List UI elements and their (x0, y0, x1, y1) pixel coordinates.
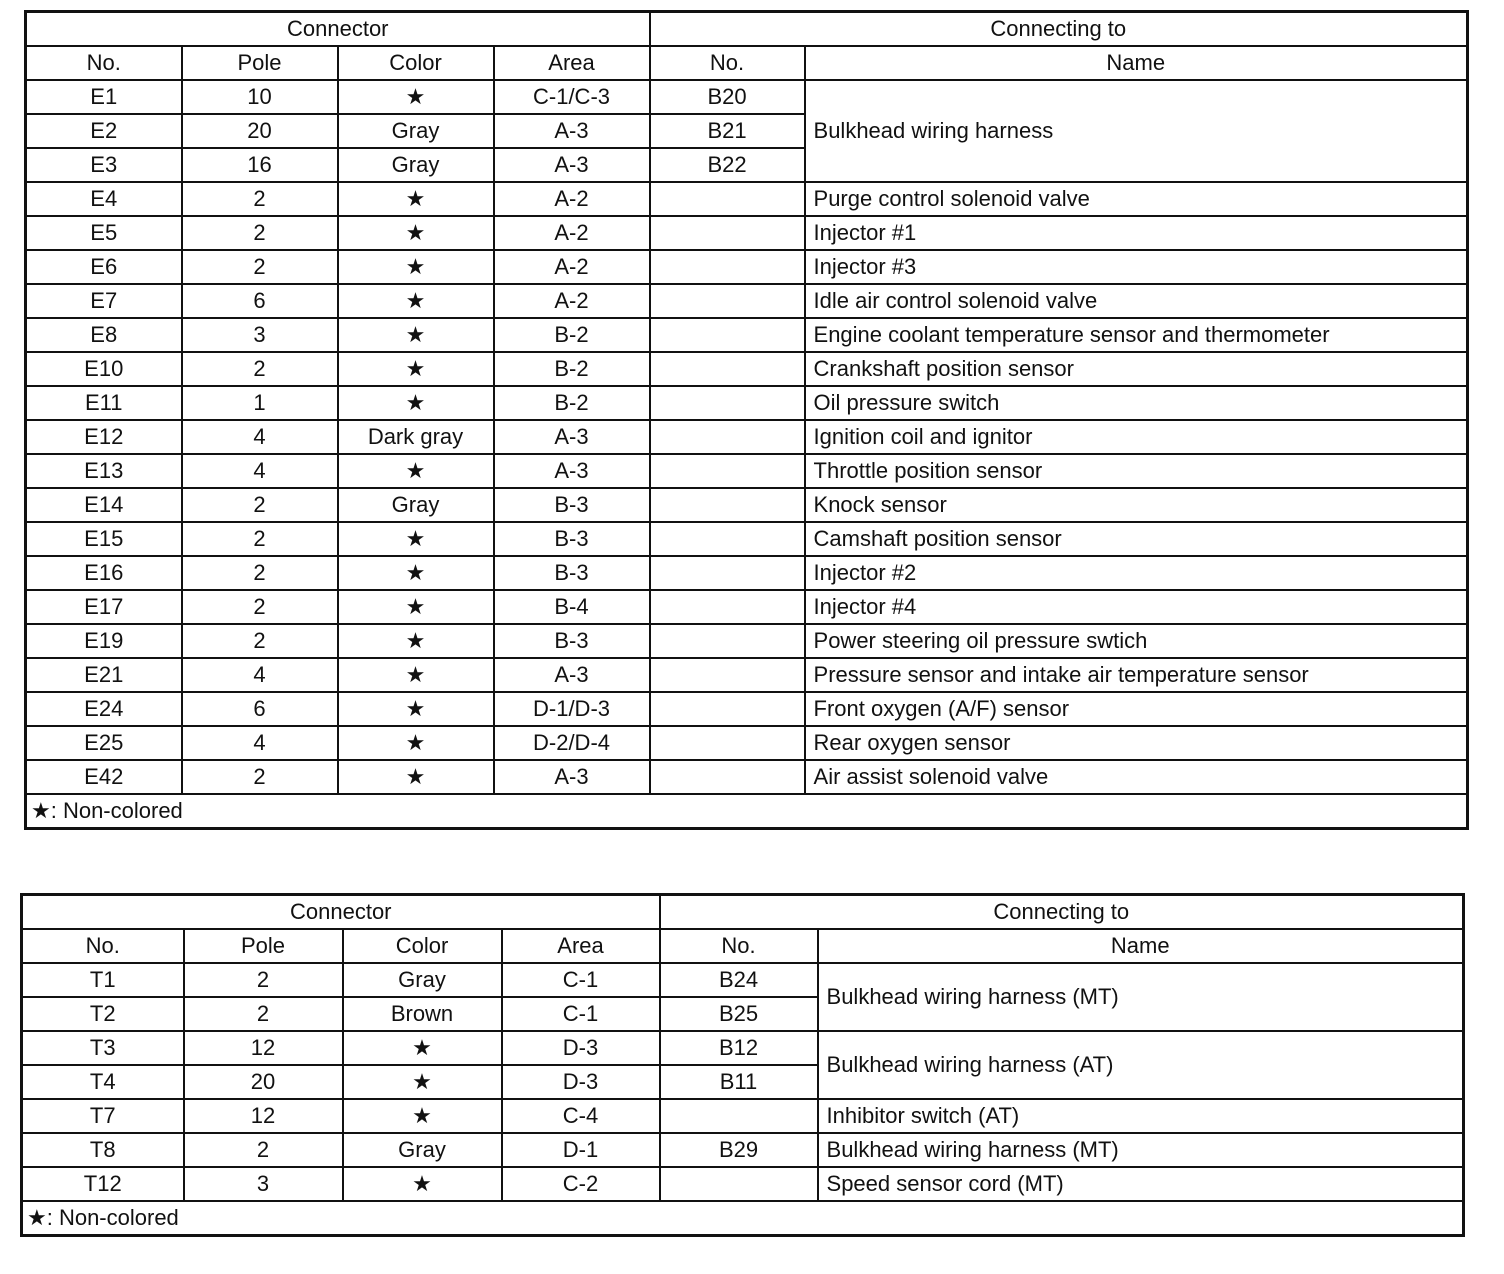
cell-no: E2 (26, 114, 182, 148)
cell-to-no: B21 (650, 114, 805, 148)
cell-area: B-2 (494, 386, 650, 420)
cell-pole: 12 (184, 1099, 343, 1133)
cell-to-no: B25 (660, 997, 818, 1031)
cell-name-bulkhead-group: Bulkhead wiring harness (805, 80, 1468, 182)
cell-color: Dark gray (338, 420, 494, 454)
cell-no: T3 (22, 1031, 184, 1065)
cell-to-no (650, 624, 805, 658)
table-row (26, 590, 1468, 624)
cell-name: Front oxygen (A/F) sensor (805, 692, 1468, 726)
cell-no: T8 (22, 1133, 184, 1167)
cell-color: Gray (343, 1133, 502, 1167)
cell-area: C-1/C-3 (494, 80, 650, 114)
cell-name: Injector #1 (805, 216, 1468, 250)
cell-color: ★ (338, 726, 494, 760)
cell-no: E12 (26, 420, 182, 454)
cell-to-no (650, 692, 805, 726)
cell-area: A-2 (494, 182, 650, 216)
col-color-header: Color (338, 46, 494, 80)
col-pole-header: Pole (182, 46, 338, 80)
cell-pole: 2 (182, 216, 338, 250)
cell-no: E17 (26, 590, 182, 624)
table-row (26, 420, 1468, 454)
cell-area: A-3 (494, 420, 650, 454)
cell-to-no (650, 760, 805, 794)
cell-pole: 2 (182, 624, 338, 658)
cell-name-bulkhead-mt-group: Bulkhead wiring harness (MT) (818, 963, 1464, 1031)
cell-no: T1 (22, 963, 184, 997)
cell-color: ★ (338, 556, 494, 590)
cell-name: Camshaft position sensor (805, 522, 1468, 556)
cell-name: Oil pressure switch (805, 386, 1468, 420)
cell-no: E19 (26, 624, 182, 658)
col-color-header: Color (343, 929, 502, 963)
cell-to-no: B24 (660, 963, 818, 997)
cell-no: T12 (22, 1167, 184, 1201)
cell-name: Speed sensor cord (MT) (818, 1167, 1464, 1201)
cell-area: A-3 (494, 658, 650, 692)
cell-to-no (650, 352, 805, 386)
table-row (26, 352, 1468, 386)
connector-table-t (20, 893, 1465, 1237)
cell-area: D-1/D-3 (494, 692, 650, 726)
cell-color: ★ (338, 216, 494, 250)
cell-area: D-3 (502, 1031, 660, 1065)
cell-to-no (650, 726, 805, 760)
table-row (26, 692, 1468, 726)
cell-area: B-4 (494, 590, 650, 624)
cell-to-no (660, 1167, 818, 1201)
cell-name: Injector #3 (805, 250, 1468, 284)
cell-no: T4 (22, 1065, 184, 1099)
cell-area: B-2 (494, 318, 650, 352)
cell-name: Crankshaft position sensor (805, 352, 1468, 386)
cell-to-no (650, 556, 805, 590)
cell-no: E25 (26, 726, 182, 760)
cell-to-no: B20 (650, 80, 805, 114)
cell-no: E1 (26, 80, 182, 114)
cell-area: B-3 (494, 624, 650, 658)
cell-color: ★ (338, 590, 494, 624)
footnote: ★: Non-colored (26, 794, 1468, 829)
cell-color: ★ (343, 1099, 502, 1133)
group-connecting-header: Connecting to (650, 12, 1468, 47)
table-row (26, 318, 1468, 352)
cell-no: E16 (26, 556, 182, 590)
cell-no: E4 (26, 182, 182, 216)
group-header-row (22, 895, 1464, 930)
cell-name: Engine coolant temperature sensor and thermometer (805, 318, 1468, 352)
cell-no: E3 (26, 148, 182, 182)
table-row (26, 624, 1468, 658)
cell-color: ★ (338, 318, 494, 352)
table-row (26, 658, 1468, 692)
cell-pole: 20 (184, 1065, 343, 1099)
cell-to-no (650, 250, 805, 284)
cell-pole: 2 (184, 1133, 343, 1167)
cell-to-no (650, 318, 805, 352)
cell-pole: 2 (182, 556, 338, 590)
cell-pole: 6 (182, 284, 338, 318)
table-row (26, 386, 1468, 420)
cell-name: Throttle position sensor (805, 454, 1468, 488)
cell-color: ★ (338, 692, 494, 726)
connector-table-e (24, 10, 1469, 830)
table-row (22, 1031, 1464, 1065)
table-row (26, 556, 1468, 590)
cell-area: B-3 (494, 488, 650, 522)
cell-area: A-2 (494, 284, 650, 318)
cell-to-no: B22 (650, 148, 805, 182)
col-to-no-header: No. (660, 929, 818, 963)
cell-color: ★ (338, 386, 494, 420)
cell-no: E7 (26, 284, 182, 318)
footnote-row (22, 1201, 1464, 1236)
cell-name: Bulkhead wiring harness (MT) (818, 1133, 1464, 1167)
cell-color: Gray (338, 488, 494, 522)
column-header-row (26, 46, 1468, 80)
table-row (22, 1167, 1464, 1201)
footnote-row (26, 794, 1468, 829)
cell-area: A-3 (494, 148, 650, 182)
cell-pole: 2 (182, 352, 338, 386)
table-row (26, 488, 1468, 522)
group-header-row (26, 12, 1468, 47)
cell-name-bulkhead-at-group: Bulkhead wiring harness (AT) (818, 1031, 1464, 1099)
col-area-header: Area (494, 46, 650, 80)
table-row (26, 250, 1468, 284)
table-row (22, 1099, 1464, 1133)
group-connector-header: Connector (26, 12, 650, 47)
group-connector-header: Connector (22, 895, 660, 930)
cell-pole: 6 (182, 692, 338, 726)
cell-pole: 2 (184, 963, 343, 997)
cell-pole: 2 (182, 522, 338, 556)
cell-color: Brown (343, 997, 502, 1031)
table-row (26, 182, 1468, 216)
cell-pole: 12 (184, 1031, 343, 1065)
cell-pole: 3 (182, 318, 338, 352)
cell-pole: 4 (182, 658, 338, 692)
cell-pole: 4 (182, 726, 338, 760)
cell-area: C-1 (502, 963, 660, 997)
cell-to-no (650, 216, 805, 250)
cell-area: B-3 (494, 556, 650, 590)
cell-pole: 16 (182, 148, 338, 182)
cell-color: ★ (338, 658, 494, 692)
table-row (26, 726, 1468, 760)
cell-no: E6 (26, 250, 182, 284)
cell-color: ★ (338, 624, 494, 658)
cell-name: Purge control solenoid valve (805, 182, 1468, 216)
cell-to-no (650, 284, 805, 318)
cell-pole: 4 (182, 454, 338, 488)
cell-color: ★ (338, 760, 494, 794)
cell-area: D-3 (502, 1065, 660, 1099)
cell-area: D-1 (502, 1133, 660, 1167)
cell-color: ★ (338, 182, 494, 216)
table-row (22, 963, 1464, 997)
cell-pole: 3 (184, 1167, 343, 1201)
cell-pole: 20 (182, 114, 338, 148)
cell-no: E5 (26, 216, 182, 250)
cell-to-no (650, 454, 805, 488)
cell-to-no (650, 386, 805, 420)
cell-name: Ignition coil and ignitor (805, 420, 1468, 454)
cell-area: A-2 (494, 250, 650, 284)
cell-no: E15 (26, 522, 182, 556)
cell-to-no (650, 488, 805, 522)
cell-color: Gray (343, 963, 502, 997)
table-row (26, 454, 1468, 488)
cell-color: Gray (338, 148, 494, 182)
cell-no: T7 (22, 1099, 184, 1133)
cell-area: C-1 (502, 997, 660, 1031)
col-no-header: No. (26, 46, 182, 80)
table-row (26, 216, 1468, 250)
cell-no: E10 (26, 352, 182, 386)
cell-pole: 2 (182, 250, 338, 284)
cell-name: Knock sensor (805, 488, 1468, 522)
cell-name: Injector #2 (805, 556, 1468, 590)
cell-area: D-2/D-4 (494, 726, 650, 760)
cell-pole: 2 (182, 182, 338, 216)
cell-color: ★ (338, 352, 494, 386)
cell-pole: 1 (182, 386, 338, 420)
cell-area: A-3 (494, 760, 650, 794)
cell-to-no (650, 590, 805, 624)
cell-name: Pressure sensor and intake air temperature sensor (805, 658, 1468, 692)
cell-area: A-3 (494, 454, 650, 488)
table-row (26, 80, 1468, 114)
cell-area: C-2 (502, 1167, 660, 1201)
col-name-header: Name (818, 929, 1464, 963)
cell-no: E13 (26, 454, 182, 488)
cell-to-no: B29 (660, 1133, 818, 1167)
table-row (26, 522, 1468, 556)
cell-no: E24 (26, 692, 182, 726)
col-no-header: No. (22, 929, 184, 963)
cell-no: E11 (26, 386, 182, 420)
cell-no: E21 (26, 658, 182, 692)
cell-color: ★ (338, 80, 494, 114)
cell-no: E42 (26, 760, 182, 794)
cell-to-no (650, 420, 805, 454)
cell-pole: 4 (182, 420, 338, 454)
cell-name: Injector #4 (805, 590, 1468, 624)
cell-to-no (660, 1099, 818, 1133)
table-row (22, 1133, 1464, 1167)
cell-pole: 10 (182, 80, 338, 114)
cell-pole: 2 (182, 760, 338, 794)
group-connecting-header: Connecting to (660, 895, 1464, 930)
cell-pole: 2 (182, 488, 338, 522)
cell-color: ★ (338, 284, 494, 318)
cell-no: T2 (22, 997, 184, 1031)
table-row (26, 284, 1468, 318)
cell-name: Idle air control solenoid valve (805, 284, 1468, 318)
table-row (26, 760, 1468, 794)
cell-to-no: B11 (660, 1065, 818, 1099)
cell-no: E14 (26, 488, 182, 522)
cell-color: ★ (338, 250, 494, 284)
cell-color: ★ (338, 454, 494, 488)
cell-name: Power steering oil pressure swtich (805, 624, 1468, 658)
footnote: ★: Non-colored (22, 1201, 1464, 1236)
cell-area: B-2 (494, 352, 650, 386)
cell-no: E8 (26, 318, 182, 352)
cell-pole: 2 (184, 997, 343, 1031)
cell-area: B-3 (494, 522, 650, 556)
col-pole-header: Pole (184, 929, 343, 963)
col-name-header: Name (805, 46, 1468, 80)
cell-color: ★ (343, 1167, 502, 1201)
cell-to-no (650, 182, 805, 216)
cell-area: A-2 (494, 216, 650, 250)
cell-to-no (650, 522, 805, 556)
col-to-no-header: No. (650, 46, 805, 80)
cell-color: ★ (343, 1031, 502, 1065)
cell-to-no: B12 (660, 1031, 818, 1065)
cell-area: C-4 (502, 1099, 660, 1133)
cell-name: Inhibitor switch (AT) (818, 1099, 1464, 1133)
cell-color: ★ (343, 1065, 502, 1099)
cell-name: Rear oxygen sensor (805, 726, 1468, 760)
cell-pole: 2 (182, 590, 338, 624)
cell-color: Gray (338, 114, 494, 148)
column-header-row (22, 929, 1464, 963)
col-area-header: Area (502, 929, 660, 963)
cell-to-no (650, 658, 805, 692)
cell-color: ★ (338, 522, 494, 556)
cell-area: A-3 (494, 114, 650, 148)
cell-name: Air assist solenoid valve (805, 760, 1468, 794)
